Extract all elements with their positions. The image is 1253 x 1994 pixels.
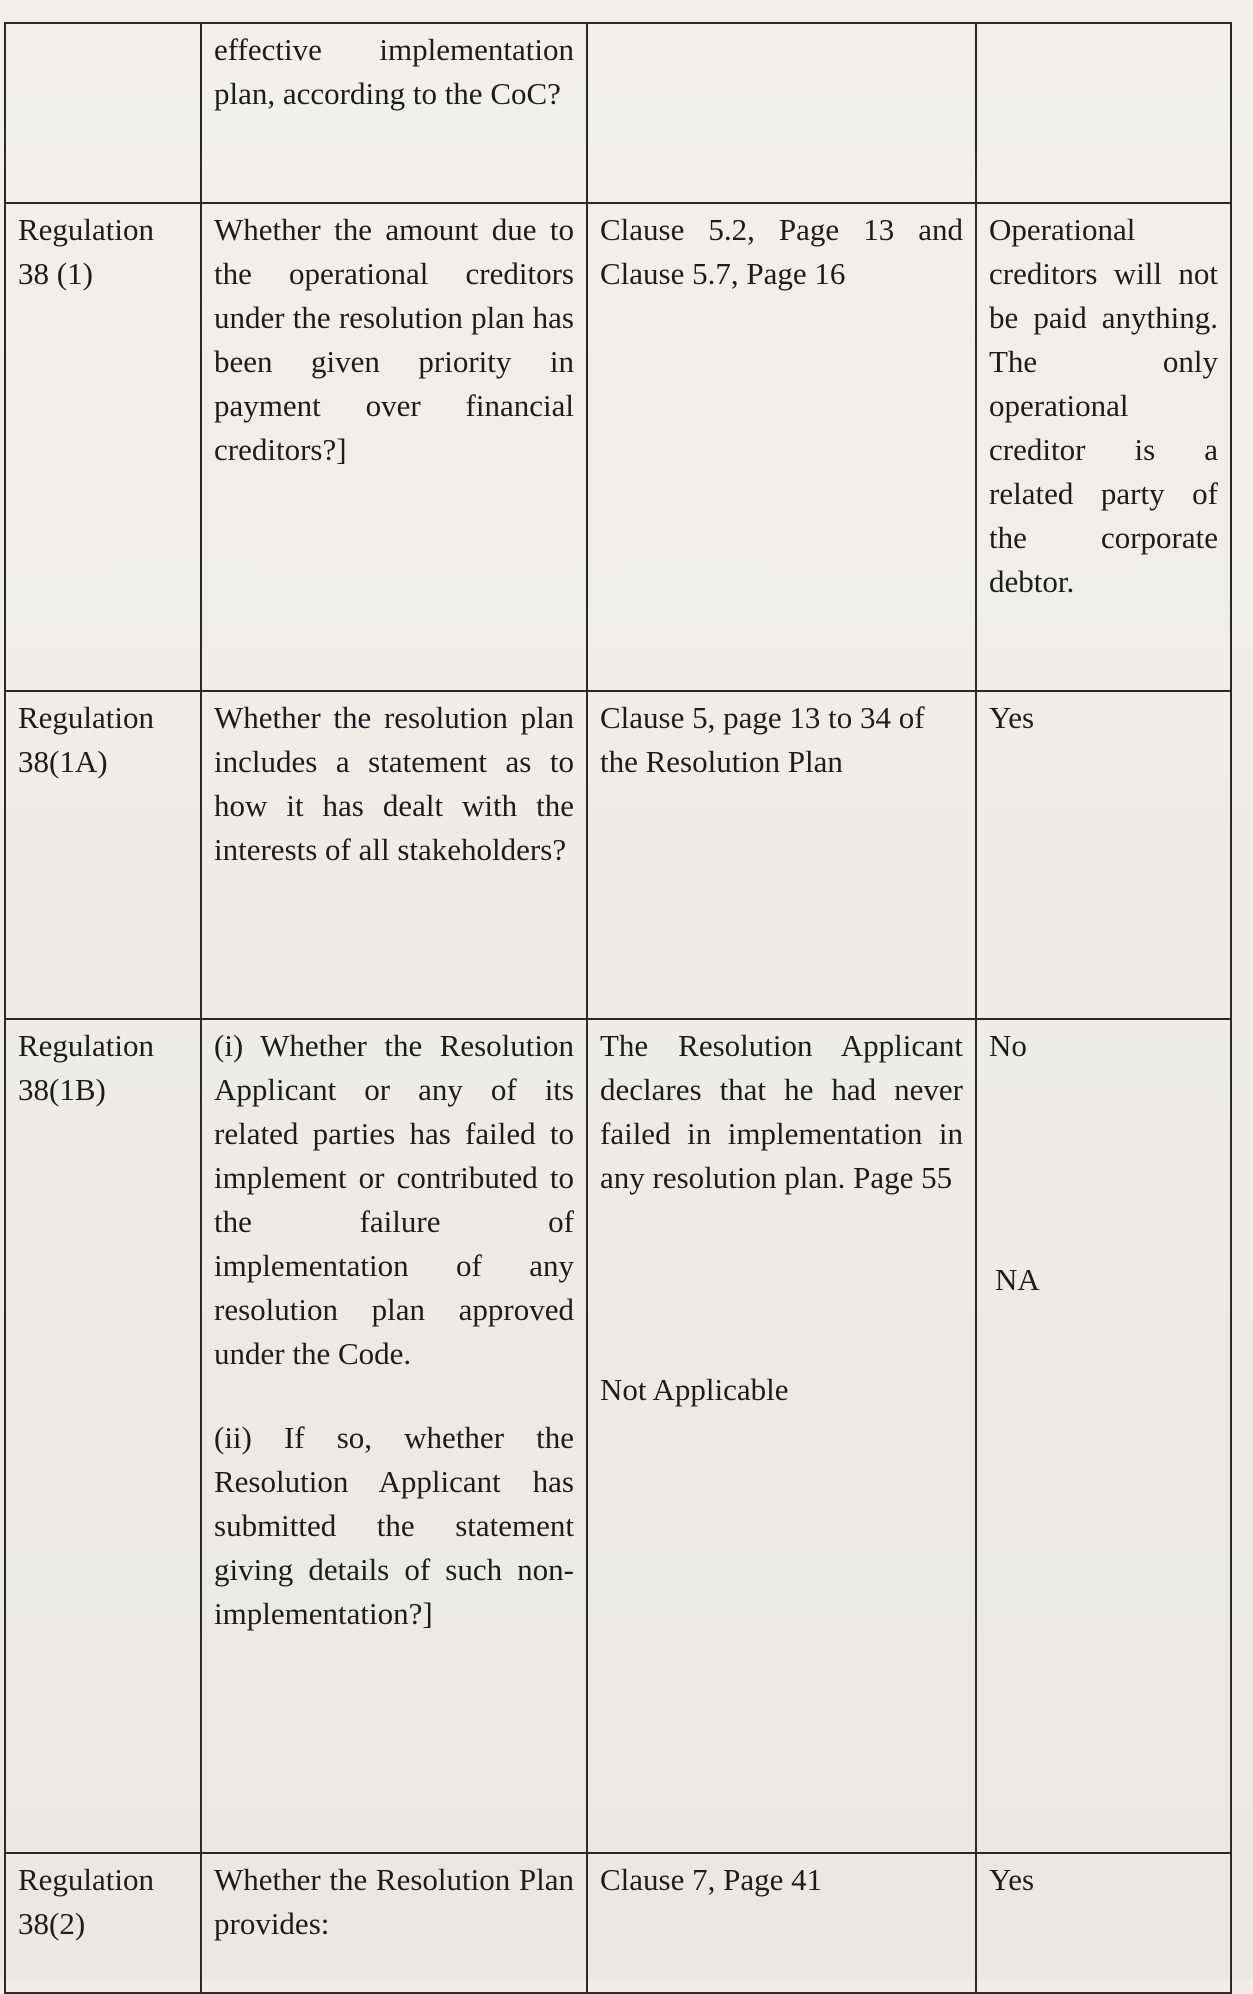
requirement-cell: Whether the resolution plan includes a statement as to how it has dealt with the interests of all stakeholders?: [201, 691, 587, 1019]
compliance-cell: [976, 1019, 1231, 1853]
compliance-cell: Operational creditors will not be paid anything. The only operational creditor is a related party of the corporate debtor.: [976, 203, 1231, 691]
table-row: [5, 23, 1231, 203]
compliance-cell: [976, 23, 1231, 203]
regulation-cell: Regulation 38(1B): [5, 1019, 201, 1853]
table-row: [5, 1019, 1231, 1853]
regulation-cell: Regulation 38(1A): [5, 691, 201, 1019]
reference-part-ii: Not Applicable: [600, 1372, 789, 1407]
regulation-cell: [5, 23, 201, 203]
compliance-part-i: No: [989, 1028, 1027, 1063]
compliance-part-ii: NA: [995, 1262, 1040, 1297]
table-row: [5, 203, 1231, 691]
requirement-cell: Whether the amount due to the operational creditors under the resolution plan has been given priority in payment over financial creditors?]: [201, 203, 587, 691]
reference-cell: Clause 5.2, Page 13 and Clause 5.7, Page 16: [587, 203, 976, 691]
reference-cell: Clause 7, Page 41: [587, 1853, 976, 1993]
table-row: [5, 691, 1231, 1019]
reference-cell: Clause 5, page 13 to 34 of the Resolution Plan: [587, 691, 976, 1019]
compliance-table: [4, 22, 1232, 1994]
compliance-cell: Yes: [976, 691, 1231, 1019]
requirement-cell: Whether the Resolution Plan provides:: [201, 1853, 587, 1993]
table-row: [5, 1853, 1231, 1993]
requirement-part-ii: (ii) If so, whether the Resolution Applicant has submitted the statement giving details of such non-implementation?]: [214, 1420, 574, 1631]
reference-cell: [587, 1019, 976, 1853]
requirement-cell: [201, 1019, 587, 1853]
reference-cell: [587, 23, 976, 203]
requirement-part-i: (i) Whether the Resolution Applicant or any of its related parties has failed to implement or contributed to the failure of implementation of any resolution plan approved under the Code.: [214, 1028, 574, 1371]
reference-part-i: The Resolution Applicant declares that he had never failed in implementation in any resolution plan. Page 55: [600, 1028, 963, 1195]
requirement-cell: effective implementation plan, according to the CoC?: [201, 23, 587, 203]
regulation-cell: Regulation 38(2): [5, 1853, 201, 1993]
regulation-cell: Regulation 38 (1): [5, 203, 201, 691]
compliance-cell: Yes: [976, 1853, 1231, 1993]
